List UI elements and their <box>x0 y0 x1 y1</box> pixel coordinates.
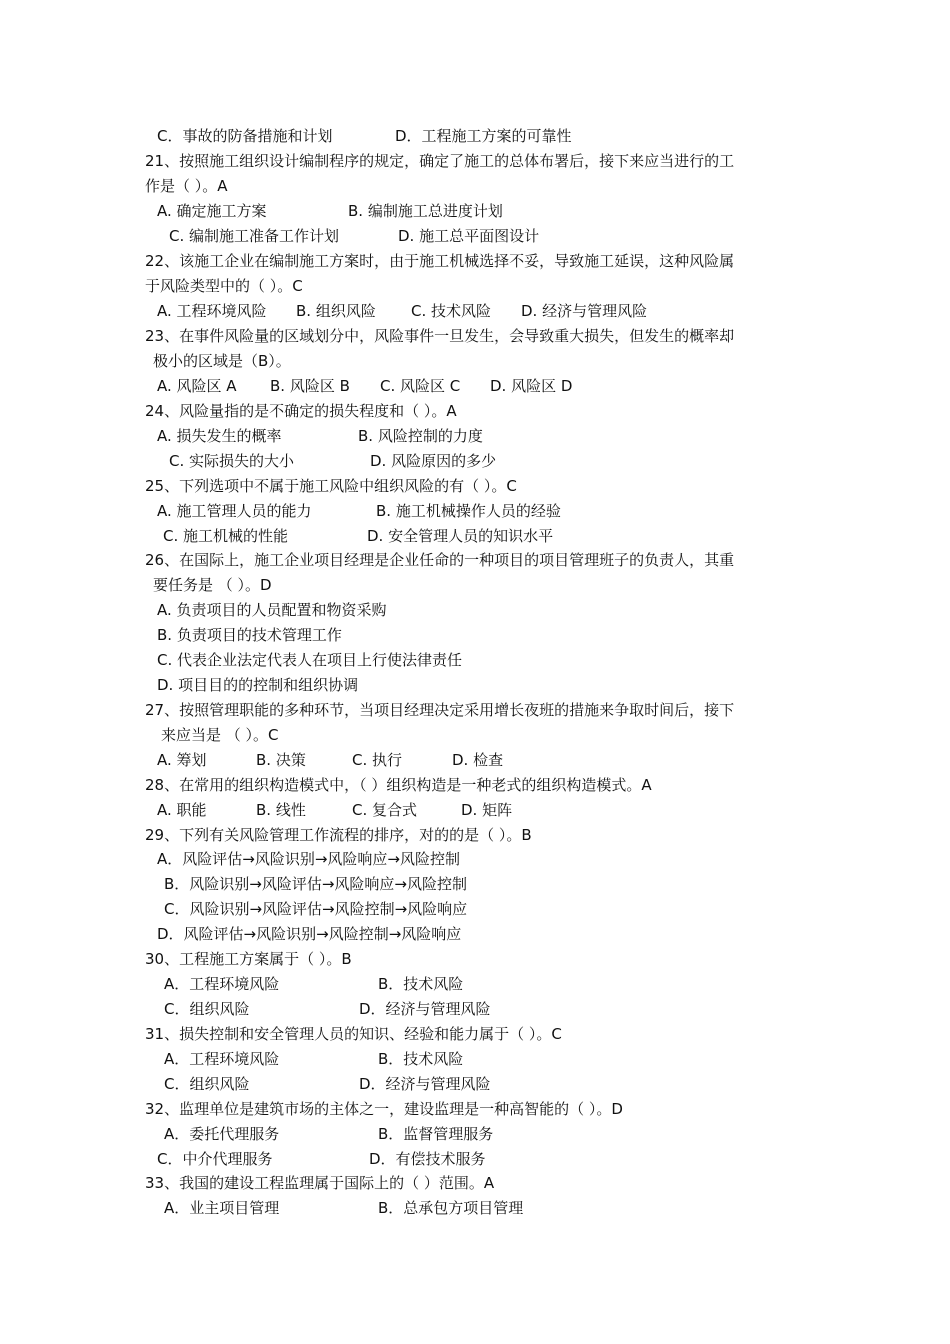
option-a: A．工程环境风险 <box>164 975 280 993</box>
option-c: C. 风险区 C <box>380 377 461 395</box>
option-d: D. 施工总平面图设计 <box>398 227 540 245</box>
option-a: A．业主项目管理 <box>164 1199 280 1217</box>
option-c: C．中介代理服务 <box>157 1150 273 1168</box>
option-b: B．总承包方项目管理 <box>378 1199 524 1217</box>
option-a: A．风险评估→风险识别→风险响应→风险控制 <box>157 850 460 868</box>
question-27: 27、按照管理职能的多种环节，当项目经理决定采用增长夜班的措施来争取时间后，接下 <box>145 701 735 719</box>
question-28: 28、在常用的组织构造模式中，（ ）组织构造是一种老式的组织构造模式。A <box>145 776 652 794</box>
option-d: D．经济与管理风险 <box>359 1000 491 1018</box>
question-30: 30、工程施工方案属于（ ）。B <box>145 950 352 968</box>
question-24: 24、风险量指的是不确定的损失程度和（ ）。A <box>145 402 457 420</box>
option-d: D. 经济与管理风险 <box>521 302 648 320</box>
option-c: C. 执行 <box>352 751 403 769</box>
option-c: C．事故的防备措施和计划 <box>157 127 333 145</box>
option-d: D. 风险区 D <box>490 377 573 395</box>
option-c: C. 实际损失的大小 <box>169 452 295 470</box>
question-26-cont: 要任务是 （ ）。D <box>153 576 272 594</box>
option-d: D．有偿技术服务 <box>369 1150 486 1168</box>
option-c: C. 代表企业法定代表人在项目上行使法律责任 <box>157 651 463 669</box>
question-27-cont: 来应当是 （ ）。C <box>161 726 279 744</box>
option-d: D. 安全管理人员的知识水平 <box>367 527 554 545</box>
option-b: B. 施工机械操作人员的经验 <box>376 502 561 520</box>
option-d: D. 项目目的的控制和组织协调 <box>157 676 359 694</box>
question-32: 32、监理单位是建筑市场的主体之一，建设监理是一种高智能的（ ）。D <box>145 1100 623 1118</box>
question-29: 29、下列有关风险管理工作流程的排序，对的的是（ ）。B <box>145 826 532 844</box>
option-a: A．工程环境风险 <box>164 1050 280 1068</box>
question-31: 31、损失控制和安全管理人员的知识、经验和能力属于（ ）。C <box>145 1025 562 1043</box>
option-b: B. 线性 <box>256 801 306 819</box>
option-a: A. 风险区 A <box>157 377 237 395</box>
question-21: 21、按照施工组织设计编制程序的规定，确定了施工的总体布署后，接下来应当进行的工 <box>145 152 735 170</box>
question-23-cont: 极小的区域是（B）。 <box>153 352 291 370</box>
option-b: B．监督管理服务 <box>378 1125 494 1143</box>
option-a: A. 施工管理人员的能力 <box>157 502 312 520</box>
option-d: D. 检查 <box>452 751 504 769</box>
option-c: C. 技术风险 <box>411 302 492 320</box>
option-a: A. 损失发生的概率 <box>157 427 282 445</box>
option-b: B．风险识别→风险评估→风险响应→风险控制 <box>164 875 467 893</box>
option-a: A. 负责项目的人员配置和物资采购 <box>157 601 387 619</box>
option-b: B. 风险控制的力度 <box>358 427 483 445</box>
option-c: C. 编制施工准备工作计划 <box>169 227 340 245</box>
option-c: C. 复合式 <box>352 801 418 819</box>
option-c: C．风险识别→风险评估→风险控制→风险响应 <box>164 900 468 918</box>
question-22: 22、该施工企业在编制施工方案时，由于施工机械选择不妥，导致施工延误，这种风险属 <box>145 252 735 270</box>
option-b: B. 决策 <box>256 751 306 769</box>
option-b: B. 组织风险 <box>296 302 376 320</box>
option-d: D．工程施工方案的可靠性 <box>395 127 572 145</box>
option-d: D. 矩阵 <box>461 801 513 819</box>
question-26: 26、在国际上，施工企业项目经理是企业任命的一种项目的项目管理班子的负责人，其重 <box>145 551 735 569</box>
option-d: D．风险评估→风险识别→风险控制→风险响应 <box>157 925 462 943</box>
option-b: B. 风险区 B <box>270 377 350 395</box>
option-a: A. 工程环境风险 <box>157 302 267 320</box>
option-b: B. 负责项目的技术管理工作 <box>157 626 342 644</box>
option-a: A. 筹划 <box>157 751 207 769</box>
option-b: B. 编制施工总进度计划 <box>348 202 503 220</box>
option-b: B．技术风险 <box>378 975 464 993</box>
option-c: C．组织风险 <box>164 1000 250 1018</box>
option-b: B．技术风险 <box>378 1050 464 1068</box>
option-c: C. 施工机械的性能 <box>163 527 289 545</box>
option-a: A．委托代理服务 <box>164 1125 280 1143</box>
option-d: D．经济与管理风险 <box>359 1075 491 1093</box>
question-33: 33、我国的建设工程监理属于国际上的（ ）范围。A <box>145 1174 495 1192</box>
question-23: 23、在事件风险量的区域划分中，风险事件一旦发生，会导致重大损失，但发生的概率却 <box>145 327 735 345</box>
option-d: D. 风险原因的多少 <box>370 452 497 470</box>
question-22-cont: 于风险类型中的（ ）。C <box>145 277 303 295</box>
option-a: A. 职能 <box>157 801 207 819</box>
option-a: A. 确定施工方案 <box>157 202 267 220</box>
question-21-cont: 作是（ ）。A <box>145 177 228 195</box>
option-c: C．组织风险 <box>164 1075 250 1093</box>
question-25: 25、下列选项中不属于施工风险中组织风险的有（ ）。C <box>145 477 517 495</box>
